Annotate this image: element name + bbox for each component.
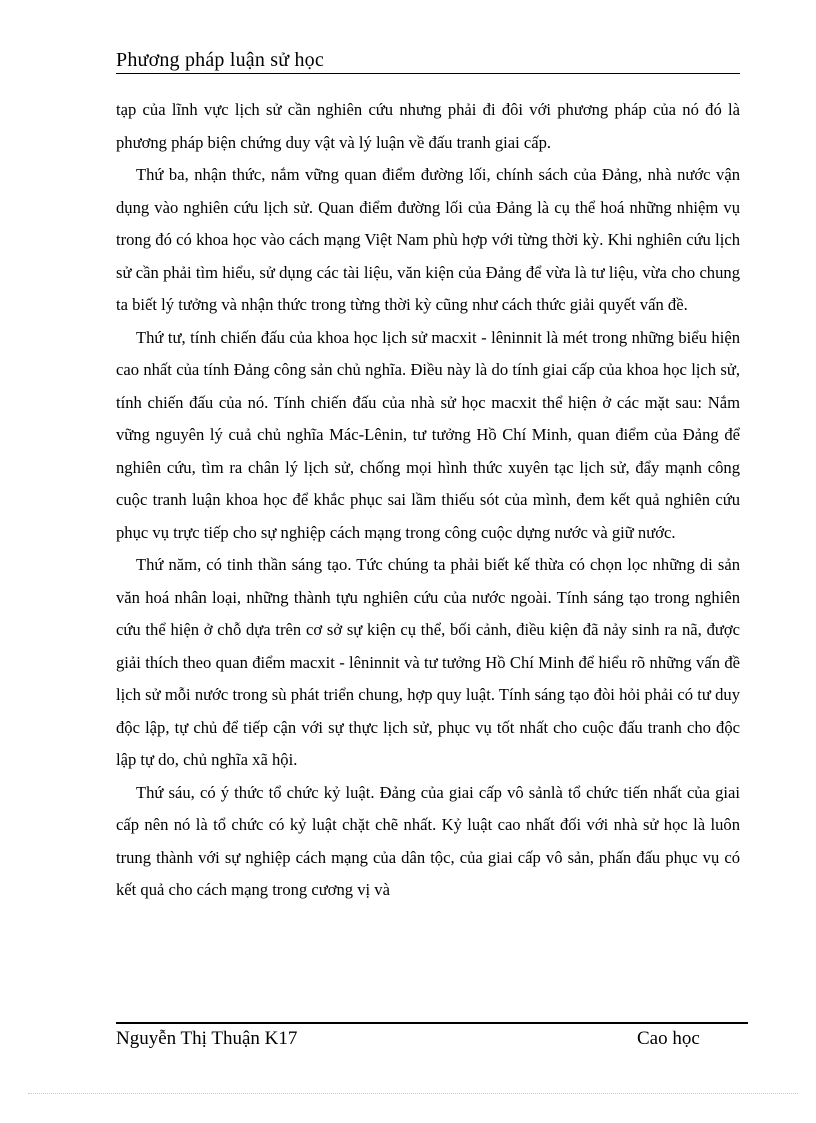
paragraph-4: Thứ năm, có tinh thần sáng tạo. Tức chúng ta phải biết kế thừa có chọn lọc những di sản văn hoá nhân loại, những thành tựu nghiên cứu của nước ngoài. Tính sáng tạo trong nghiên cứu thể hiện ở chỗ dựa trên cơ sở sự kiện cụ thể, bối cảnh, điều kiện đã nảy sinh ra nã, được giải thích theo quan điểm macxit - lêninnit và tư tưởng Hồ Chí Minh để hiểu rõ những vấn đề lịch sử mỗi nước trong sù phát triển chung, hợp quy luật. Tính sáng tạo đòi hỏi phải có tư duy độc lập, tự chủ để tiếp cận với sự thực lịch sử, phục vụ tốt nhất cho cuộc đấu tranh cho độc lập tự do, chủ nghĩa xã hội. [116,555,740,769]
footer-course: Cao học [637,1028,700,1049]
body-text [116,94,740,907]
header-title: Phương pháp luận sử học [116,49,324,71]
page-header [116,47,740,74]
footer-author: Nguyễn Thị Thuận K17 [116,1028,298,1049]
paragraph-2: Thứ ba, nhận thức, nắm vững quan điểm đường lối, chính sách của Đảng, nhà nước vận dụng vào nghiên cứu lịch sử. Quan điểm đường lối của Đảng là cụ thể hoá những nhiệm vụ trong đó có khoa học vào cách mạng Việt Nam phù hợp với từng thời kỳ. Khi nghiên cứu lịch sử cần phải tìm hiểu, sử dụng các tài liệu, văn kiện của Đảng để vừa là tư liệu, vừa cho chung ta biết lý tưởng và nhận thức trong từng thời kỳ cũng như cách thức giải quyết vấn đề. [116,165,740,314]
page-edge-divider [28,1093,798,1094]
paragraph-1: tạp của lĩnh vực lịch sử cần nghiên cứu nhưng phải đi đôi với phương pháp của nó đó là phương pháp biện chứng duy vật và lý luận về đấu tranh giai cấp. [116,100,740,152]
paragraph-3: Thứ tư, tính chiến đấu của khoa học lịch sử macxit - lêninnit là mét trong những biểu hiện cao nhất của tính Đảng công sản chủ nghĩa. Điều này là do tính giai cấp của khoa học lịch sử, tính chiến đấu của nó. Tính chiến đấu của nhà sử học macxit thể hiện ở các mặt sau: Nắm vững nguyên lý cuả chủ nghĩa Mác-Lênin, tư tưởng Hồ Chí Minh, quan điểm của Đảng để nghiên cứu, tìm ra chân lý lịch sử, chống mọi hình thức xuyên tạc lịch sử, đẩy mạnh công cuộc tranh luận khoa học để khắc phục sai lầm thiếu sót của mình, đem kết quả nghiên cứu phục vụ trực tiếp cho sự nghiệp cách mạng trong công cuộc dựng nước và giữ nước. [116,327,740,542]
footer-rule [116,1022,748,1024]
paragraph-5: Thứ sáu, có ý thức tổ chức kỷ luật. Đảng của giai cấp vô sảnlà tổ chức tiến nhất của giai cấp nên nó là tổ chức có kỷ luật chặt chẽ nhất. Kỷ luật cao nhất đối với nhà sử học là luôn trung thành với sự nghiệp cách mạng của dân tộc, của giai cấp vô sản, phấn đấu phục vụ có kết quả cho cách mạng trong cương vị và [116,782,740,899]
